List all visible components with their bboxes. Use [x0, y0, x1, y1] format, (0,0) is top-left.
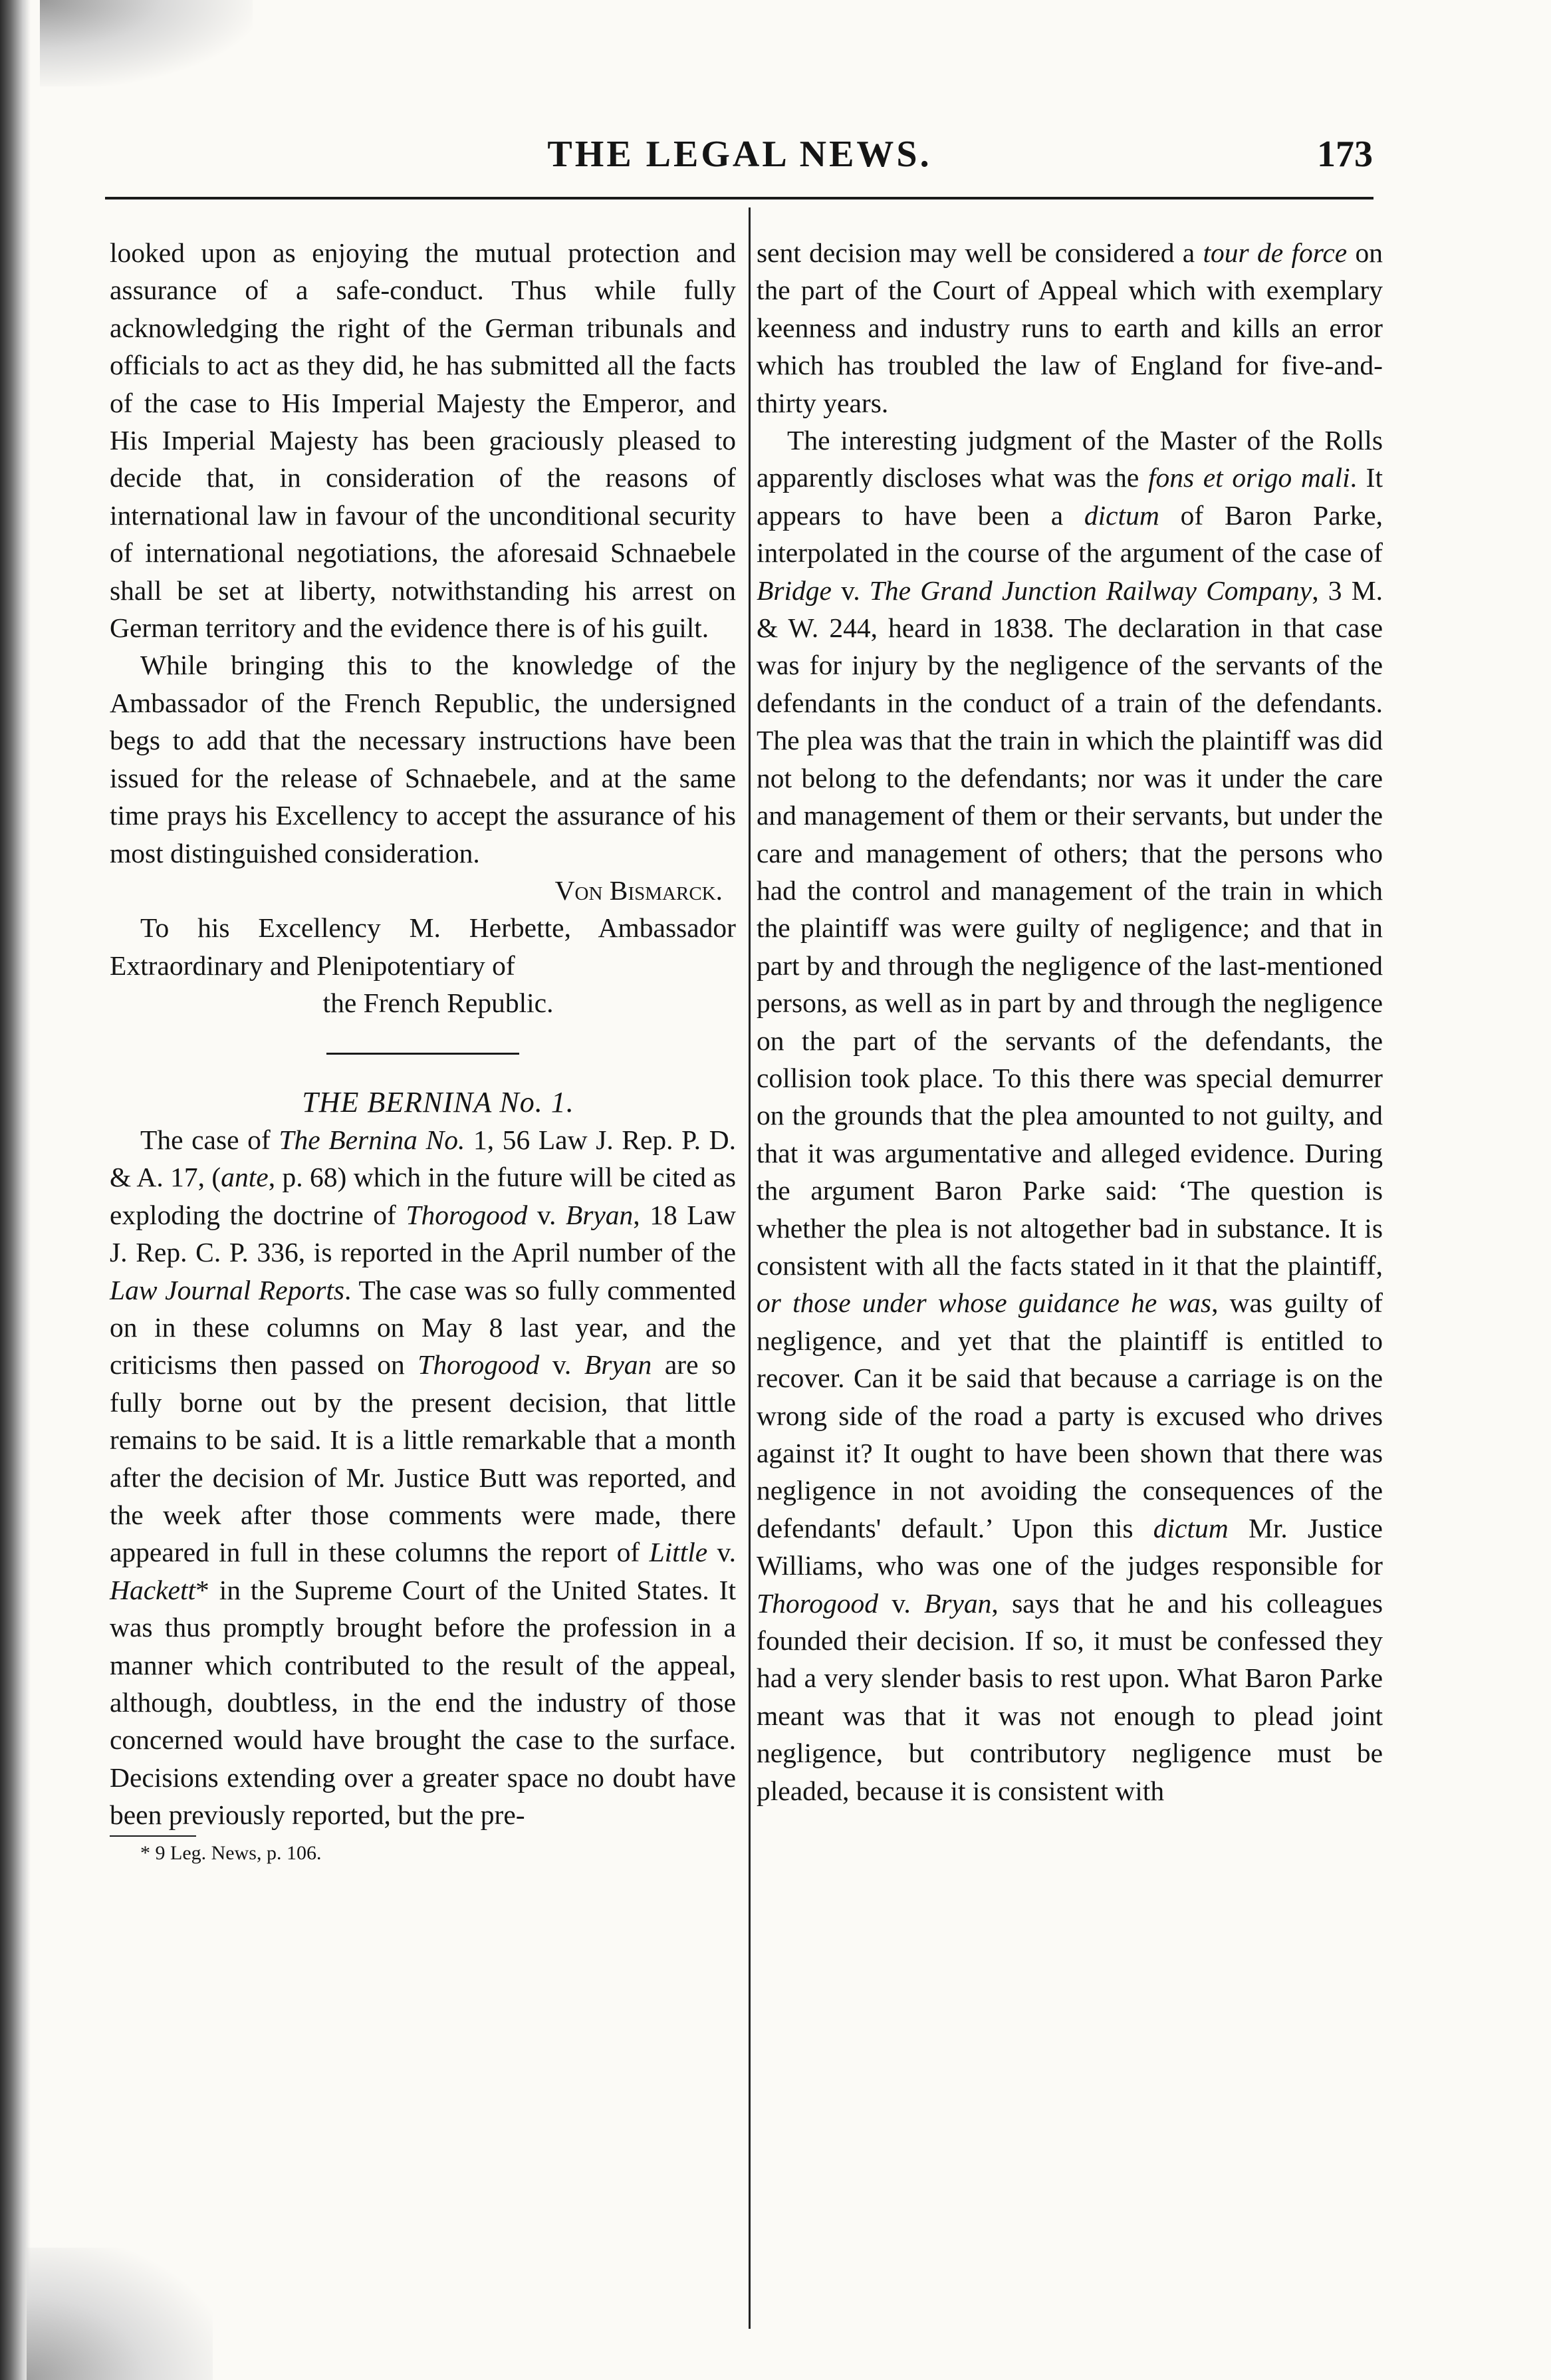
scan-smudge-bottom — [27, 2248, 213, 2380]
right-column — [757, 234, 1383, 1809]
page-number: 173 — [1317, 134, 1373, 175]
paragraph: The case of The Bernina No. 1, 56 Law J. Rep. P. D. & A. 17, (ante, p. 68) which in the future will be cited as exploding the doctrine of Thorogood v. Bryan, 18 Law J. Rep. C. P. 336, is reported in the April number of the Law Journal Reports. The case was so fully commented on in these columns on May 8 last year, and the criticisms then passed on Thorogood v. Bryan are so fully borne out by the present decision, that little remains to be said. It is a little remarkable that a month after the decision of Mr. Justice Butt was reported, and the week after those comments were made, there appeared in full in these columns the report of Little v. Hackett* in the Supreme Court of the United States. It was thus promptly brought before the profession in a manner which contributed to the result of the appeal, although, doubtless, in the end the industry of those concerned would have brought the case to the surface. Decisions extending over a greater space no doubt have been previously reported, but the pre- — [110, 1124, 737, 1831]
address-line: To his Excellency M. Herbette, Ambassador Extraordinary and Plenipotentiary of — [110, 912, 736, 981]
scan-smudge-top — [40, 0, 253, 86]
section-title: THE BERNINA No. 1. — [302, 1085, 574, 1119]
section-rule — [326, 1053, 519, 1055]
paragraph: sent decision may well be considered a tour de force on the part of the Court of Appeal which with exemplary keenness and industry runs to earth and kills an error which has troubled the law of England for five-and-thirty years. — [757, 237, 1383, 418]
scan-binding-edge — [0, 0, 31, 2380]
paragraph: looked upon as enjoying the mutual protection and assurance of a safe-conduct. Thus while fully acknowledging the right of the German tribunals and officials to act as they did, he has submitted all the facts of the case to His Imperial Majesty the Emperor, and His Imperial Majesty has been graciously pleased to decide that, in consideration of the reasons of international law in favour of the unconditional security of international negotiations, the aforesaid Schnaebele shall be set at liberty, notwithstanding his arrest on German territory and the evidence there is of his guilt. — [110, 237, 736, 644]
footnote-rule — [110, 1835, 196, 1837]
running-title: THE LEGAL NEWS. — [547, 134, 932, 175]
page-header — [106, 133, 1373, 186]
footnote: * 9 Leg. News, p. 106. — [140, 1841, 322, 1864]
header-rule — [105, 197, 1373, 199]
paragraph: The interesting judgment of the Master of the Rolls apparently discloses what was the fons et origo mali. It appears to have been a dictum of Baron Parke, interpolated in the course of the argument of the case of Bridge v. The Grand Junction Railway Company, 3 M. & W. 244, heard in 1838. The declaration in that case was for injury by the negligence of the servants of the defendants in the conduct of a train of the defendants. The plea was that the train in which the plaintiff was did not belong to the defendants; nor was it under the care and management of them or their servants, but under the care and management of others; that the persons who had the control and management of the train in which the plaintiff was were guilty of negligence; and that in part by and through the negligence of the last-mentioned persons, as well as in part by and through the negligence on the part of the servants of the defendants, the collision took place. To this there was special demurrer on the grounds that the plea amounted to not guilty, and that it was argumentative and alleged evidence. During the argument Baron Parke said: ‘The question is whether the plea is not altogether bad in substance. It is consistent with all the facts stated in it that the plaintiff, or those under whose guidance he was, was guilty of negligence, and yet that the plaintiff is entitled to recover. Can it be said that because a carriage is on the wrong side of the road a party is excused who drives against it? It ought to have been shown that there was negligence in not avoiding the consequences of the defendants' default.’ Upon this dictum Mr. Justice Williams, who was one of the judges responsible for Thorogood v. Bryan, says that he and his colleagues founded their decision. If so, it must be confessed they had a very slender basis to rest upon. What Baron Parke meant was that it was not enough to plead joint negligence, but contributory negligence must be pleaded, because it is consistent with — [757, 425, 1383, 1806]
paragraph: While bringing this to the knowledge of the Ambassador of the French Republic, the undersigned begs to add that the necessary instructions have been issued for the release of Schnaebele, and at the same time prays his Excellency to accept the assurance of his most distinguished consideration. — [110, 650, 736, 868]
address-line: the French Republic. — [322, 988, 554, 1019]
left-column — [110, 234, 736, 1866]
signature: Von Bismarck. — [554, 874, 723, 906]
column-divider — [749, 207, 751, 2329]
